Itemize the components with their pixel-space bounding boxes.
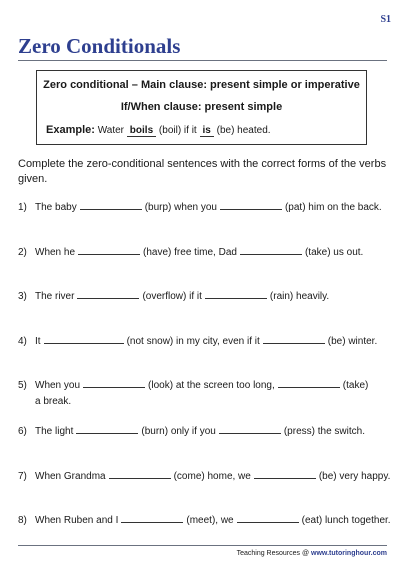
item-text: The river — [35, 291, 75, 302]
answer-blank[interactable] — [83, 377, 145, 388]
answer-blank[interactable] — [237, 512, 299, 523]
instructions: Complete the zero-conditional sentences with the correct forms of the verbs given. — [18, 158, 387, 185]
page-title: Zero Conditionals — [18, 34, 181, 58]
item-text: (eat) lunch together. — [301, 515, 391, 526]
rule-box — [36, 70, 367, 145]
worksheet-code: S1 — [380, 14, 391, 25]
example-label: Example: — [46, 124, 95, 136]
item-text: (press) the switch. — [283, 426, 365, 437]
item-text: (meet), we — [186, 515, 234, 526]
item-number: 2) — [18, 247, 27, 258]
item-text: (rain) heavily. — [269, 291, 330, 302]
answer-blank[interactable] — [109, 468, 171, 479]
answer-blank[interactable] — [121, 512, 183, 523]
item-number: 1) — [18, 202, 27, 213]
exercise-item-5 — [18, 377, 390, 410]
answer-blank[interactable] — [278, 377, 340, 388]
example-text-2: (boil) if it — [158, 125, 197, 136]
item-text: (come) home, we — [173, 471, 251, 482]
answer-blank[interactable] — [76, 423, 138, 434]
item-text: It — [35, 336, 41, 347]
item-text: When Ruben and I — [35, 515, 119, 526]
top-divider — [18, 60, 387, 61]
rule-line-main: Zero conditional – Main clause: present simple or imperative — [43, 79, 360, 91]
exercise-item-2 — [18, 244, 390, 261]
item-text-continued: a break. — [35, 396, 72, 407]
footer-site-link[interactable]: www.tutoringhour.com — [311, 550, 387, 557]
example-text-3: (be) heated. — [216, 125, 271, 136]
item-number: 3) — [18, 291, 27, 302]
item-text: When he — [35, 247, 76, 258]
item-number: 8) — [18, 515, 27, 526]
example-text-1: Water — [97, 125, 125, 136]
item-text: (be) very happy. — [318, 471, 391, 482]
exercise-item-8 — [18, 512, 390, 529]
item-text: When Grandma — [35, 471, 106, 482]
exercise-item-1 — [18, 199, 390, 216]
item-text: (overflow) if it — [142, 291, 202, 302]
answer-blank[interactable] — [205, 288, 267, 299]
answer-blank[interactable] — [240, 244, 302, 255]
item-text: (burp) when you — [144, 202, 217, 213]
example-answer-2: is — [200, 125, 214, 137]
item-text: The light — [35, 426, 74, 437]
footer — [237, 550, 387, 557]
footer-prefix: Teaching Resources @ — [236, 550, 310, 557]
exercise-item-7 — [18, 468, 390, 485]
example-answer-1: boils — [127, 125, 156, 137]
item-number: 5) — [18, 380, 27, 391]
bottom-divider — [18, 545, 387, 546]
item-text: (have) free time, Dad — [143, 247, 237, 258]
item-text: When you — [35, 380, 81, 391]
item-text: (burn) only if you — [141, 426, 216, 437]
item-text: (not snow) in my city, even if it — [126, 336, 260, 347]
item-number: 6) — [18, 426, 27, 437]
item-text: (look) at the screen too long, — [148, 380, 275, 391]
rule-line-if: If/When clause: present simple — [120, 101, 283, 113]
item-text: (take) — [342, 380, 369, 391]
exercise-item-6 — [18, 423, 390, 440]
item-text: (be) winter. — [327, 336, 378, 347]
answer-blank[interactable] — [77, 288, 139, 299]
item-number: 4) — [18, 336, 27, 347]
item-text: The baby — [35, 202, 77, 213]
item-text: (pat) him on the back. — [284, 202, 382, 213]
exercise-item-3 — [18, 288, 390, 305]
answer-blank[interactable] — [254, 468, 316, 479]
answer-blank[interactable] — [78, 244, 140, 255]
example-line — [46, 124, 271, 137]
item-text: (take) us out. — [304, 247, 364, 258]
exercise-item-4 — [18, 333, 390, 350]
item-number: 7) — [18, 471, 27, 482]
answer-blank[interactable] — [219, 423, 281, 434]
answer-blank[interactable] — [263, 333, 325, 344]
answer-blank[interactable] — [44, 333, 124, 344]
answer-blank[interactable] — [220, 199, 282, 210]
answer-blank[interactable] — [80, 199, 142, 210]
